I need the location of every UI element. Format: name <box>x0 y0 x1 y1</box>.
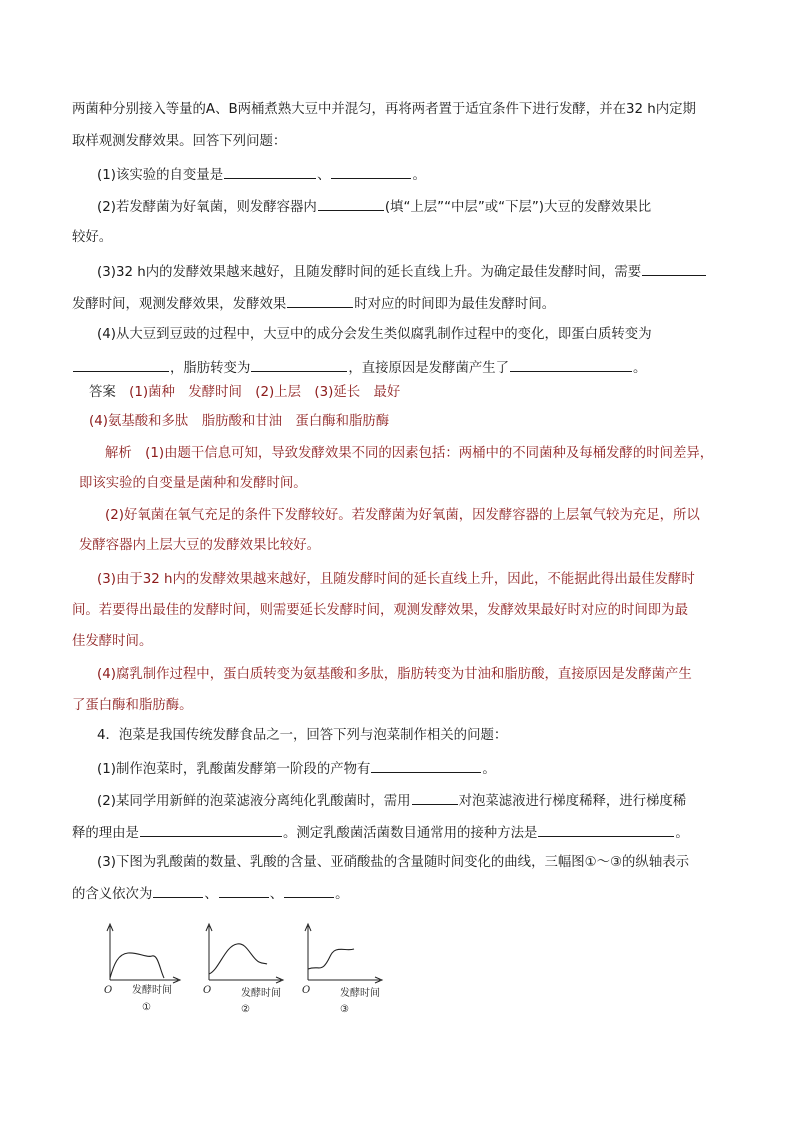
intro-line-1: 两菌种分别接入等量的A、B两桶煮熟大豆中并混匀，再将两者置于适宜条件下进行发酵，并在32 h内定期 <box>72 102 696 117</box>
analysis-2-cont: 发酵容器内上层大豆的发酵效果比较好。 <box>79 538 321 553</box>
answer-blank[interactable] <box>140 822 282 837</box>
analysis-3-cont: 间。若要得出最佳的发酵时间，则需要延长发酵时间，观测发酵效果，发酵效果最好时对应的时间即为最 <box>72 603 688 618</box>
question-4-title: 4．泡菜是我国传统发酵食品之一，回答下列与泡菜制作相关的问题： <box>97 728 508 743</box>
question-4: (4)从大豆到豆豉的过程中，大豆中的成分会发生类似腐乳制作过程中的变化，即蛋白质转变为 <box>97 327 652 342</box>
period: 。 <box>482 762 496 777</box>
graph-1 <box>98 918 190 1016</box>
curve <box>110 953 164 978</box>
period: 。 <box>335 887 349 902</box>
question-2 <box>97 196 651 218</box>
question-4-text: ，脂肪转变为 <box>170 361 251 376</box>
analysis-4-cont: 了蛋白酶和脂肪酶。 <box>72 698 193 713</box>
origin-label: O <box>302 985 311 996</box>
q4-part-2-text: 。测定乳酸菌活菌数目通常用的接种方法是 <box>282 826 538 841</box>
graph-number: ① <box>142 1002 151 1013</box>
analysis-4: (4)腐乳制作过程中，蛋白质转变为氨基酸和多肽，脂肪转变为甘油和脂肪酸，直接原因是发酵菌产生 <box>97 667 692 682</box>
curve <box>308 949 354 969</box>
intro-line-2: 取样观测发酵效果。回答下列问题： <box>72 134 287 149</box>
q4-part-3-cont <box>72 883 349 905</box>
answer-blank[interactable] <box>251 357 347 372</box>
q4-part-2 <box>97 790 686 812</box>
graph-number: ② <box>241 1004 250 1015</box>
q4-part-2-text: (2)某同学用新鲜的泡菜滤液分离纯化乳酸菌时，需用 <box>97 794 411 809</box>
question-1-text: (1)该实验的自变量是 <box>97 168 224 183</box>
answer-blank[interactable] <box>224 164 316 179</box>
analysis-3-cont: 佳发酵时间。 <box>72 634 153 649</box>
x-axis-label: 发酵时间 <box>340 988 380 999</box>
question-2-text: (填“上层”“中层”或“下层”)大豆的发酵效果比 <box>384 200 652 215</box>
answer-blank[interactable] <box>510 357 632 372</box>
answer-blank[interactable] <box>318 196 384 211</box>
question-3-text: 时对应的时间即为最佳发酵时间。 <box>354 297 556 312</box>
answer-blank[interactable] <box>153 883 203 898</box>
q4-part-3-text: 的含义依次为 <box>72 887 153 902</box>
analysis-2: (2)好氧菌在氧气充足的条件下发酵较好。若发酵菌为好氧菌，因发酵容器的上层氧气较为充足，所以 <box>105 508 700 523</box>
question-2-text: (2)若发酵菌为好氧菌，则发酵容器内 <box>97 200 317 215</box>
question-1 <box>97 164 426 186</box>
graph-3 <box>296 918 392 1016</box>
answer-blank[interactable] <box>371 758 481 773</box>
question-3-text: 发酵时间，观测发酵效果，发酵效果 <box>72 297 287 312</box>
x-axis-label: 发酵时间 <box>241 988 281 999</box>
q4-part-1-text: (1)制作泡菜时，乳酸菌发酵第一阶段的产物有 <box>97 762 371 777</box>
answer-line-1 <box>89 383 400 403</box>
period: 。 <box>633 361 647 376</box>
origin-label: O <box>203 985 212 996</box>
question-3 <box>97 261 707 283</box>
question-2-cont: 较好。 <box>72 230 113 245</box>
graph-number: ③ <box>340 1004 349 1015</box>
analysis-1 <box>105 444 713 464</box>
q4-part-1 <box>97 758 496 780</box>
question-3-text: (3)32 h内的发酵效果越来越好，且随发酵时间的延长直线上升。为确定最佳发酵时间，需要 <box>97 265 642 280</box>
analysis-label: 解析 <box>105 446 132 461</box>
separator: 、 <box>204 887 218 902</box>
x-axis-label: 发酵时间 <box>132 985 172 996</box>
answer-blank[interactable] <box>331 164 411 179</box>
question-4-text: ，直接原因是发酵菌产生了 <box>348 361 510 376</box>
analysis-3: (3)由于32 h内的发酵效果越来越好，且随发酵时间的延长直线上升，因此，不能据此得出最佳发酵时 <box>97 572 695 587</box>
answer-blank[interactable] <box>284 883 334 898</box>
answer-text: (1)菌种 发酵时间 (2)上层 (3)延长 最好 <box>129 385 401 400</box>
answer-label: 答案 <box>89 385 116 400</box>
q4-part-2-text: 释的理由是 <box>72 826 139 841</box>
question-4-cont <box>72 357 646 379</box>
origin-label: O <box>104 985 113 996</box>
answer-blank[interactable] <box>287 293 353 308</box>
graph-2 <box>197 918 293 1016</box>
question-3-cont <box>72 293 555 315</box>
separator: 、 <box>269 887 284 902</box>
curve <box>209 944 267 974</box>
analysis-1-cont: 即该实验的自变量是菌种和发酵时间。 <box>79 476 307 491</box>
q4-part-2-cont <box>72 822 689 844</box>
answer-line-2: (4)氨基酸和多肽 脂肪酸和甘油 蛋白酶和脂肪酶 <box>89 414 390 429</box>
period: 。 <box>675 826 689 841</box>
period: 。 <box>412 168 426 183</box>
answer-blank[interactable] <box>73 357 169 372</box>
answer-blank[interactable] <box>412 790 458 805</box>
answer-blank[interactable] <box>219 883 269 898</box>
answer-blank[interactable] <box>538 822 674 837</box>
answer-blank[interactable] <box>642 261 706 276</box>
separator: 、 <box>317 168 331 183</box>
analysis-text: (1)由题干信息可知，导致发酵效果不同的因素包括：两桶中的不同菌种及每桶发酵的时间差异， <box>145 446 714 461</box>
q4-part-3: (3)下图为乳酸菌的数量、乳酸的含量、亚硝酸盐的含量随时间变化的曲线，三幅图①～③的纵轴表示 <box>97 855 689 870</box>
q4-part-2-text: 对泡菜滤液进行梯度稀释，进行梯度稀 <box>458 794 687 809</box>
